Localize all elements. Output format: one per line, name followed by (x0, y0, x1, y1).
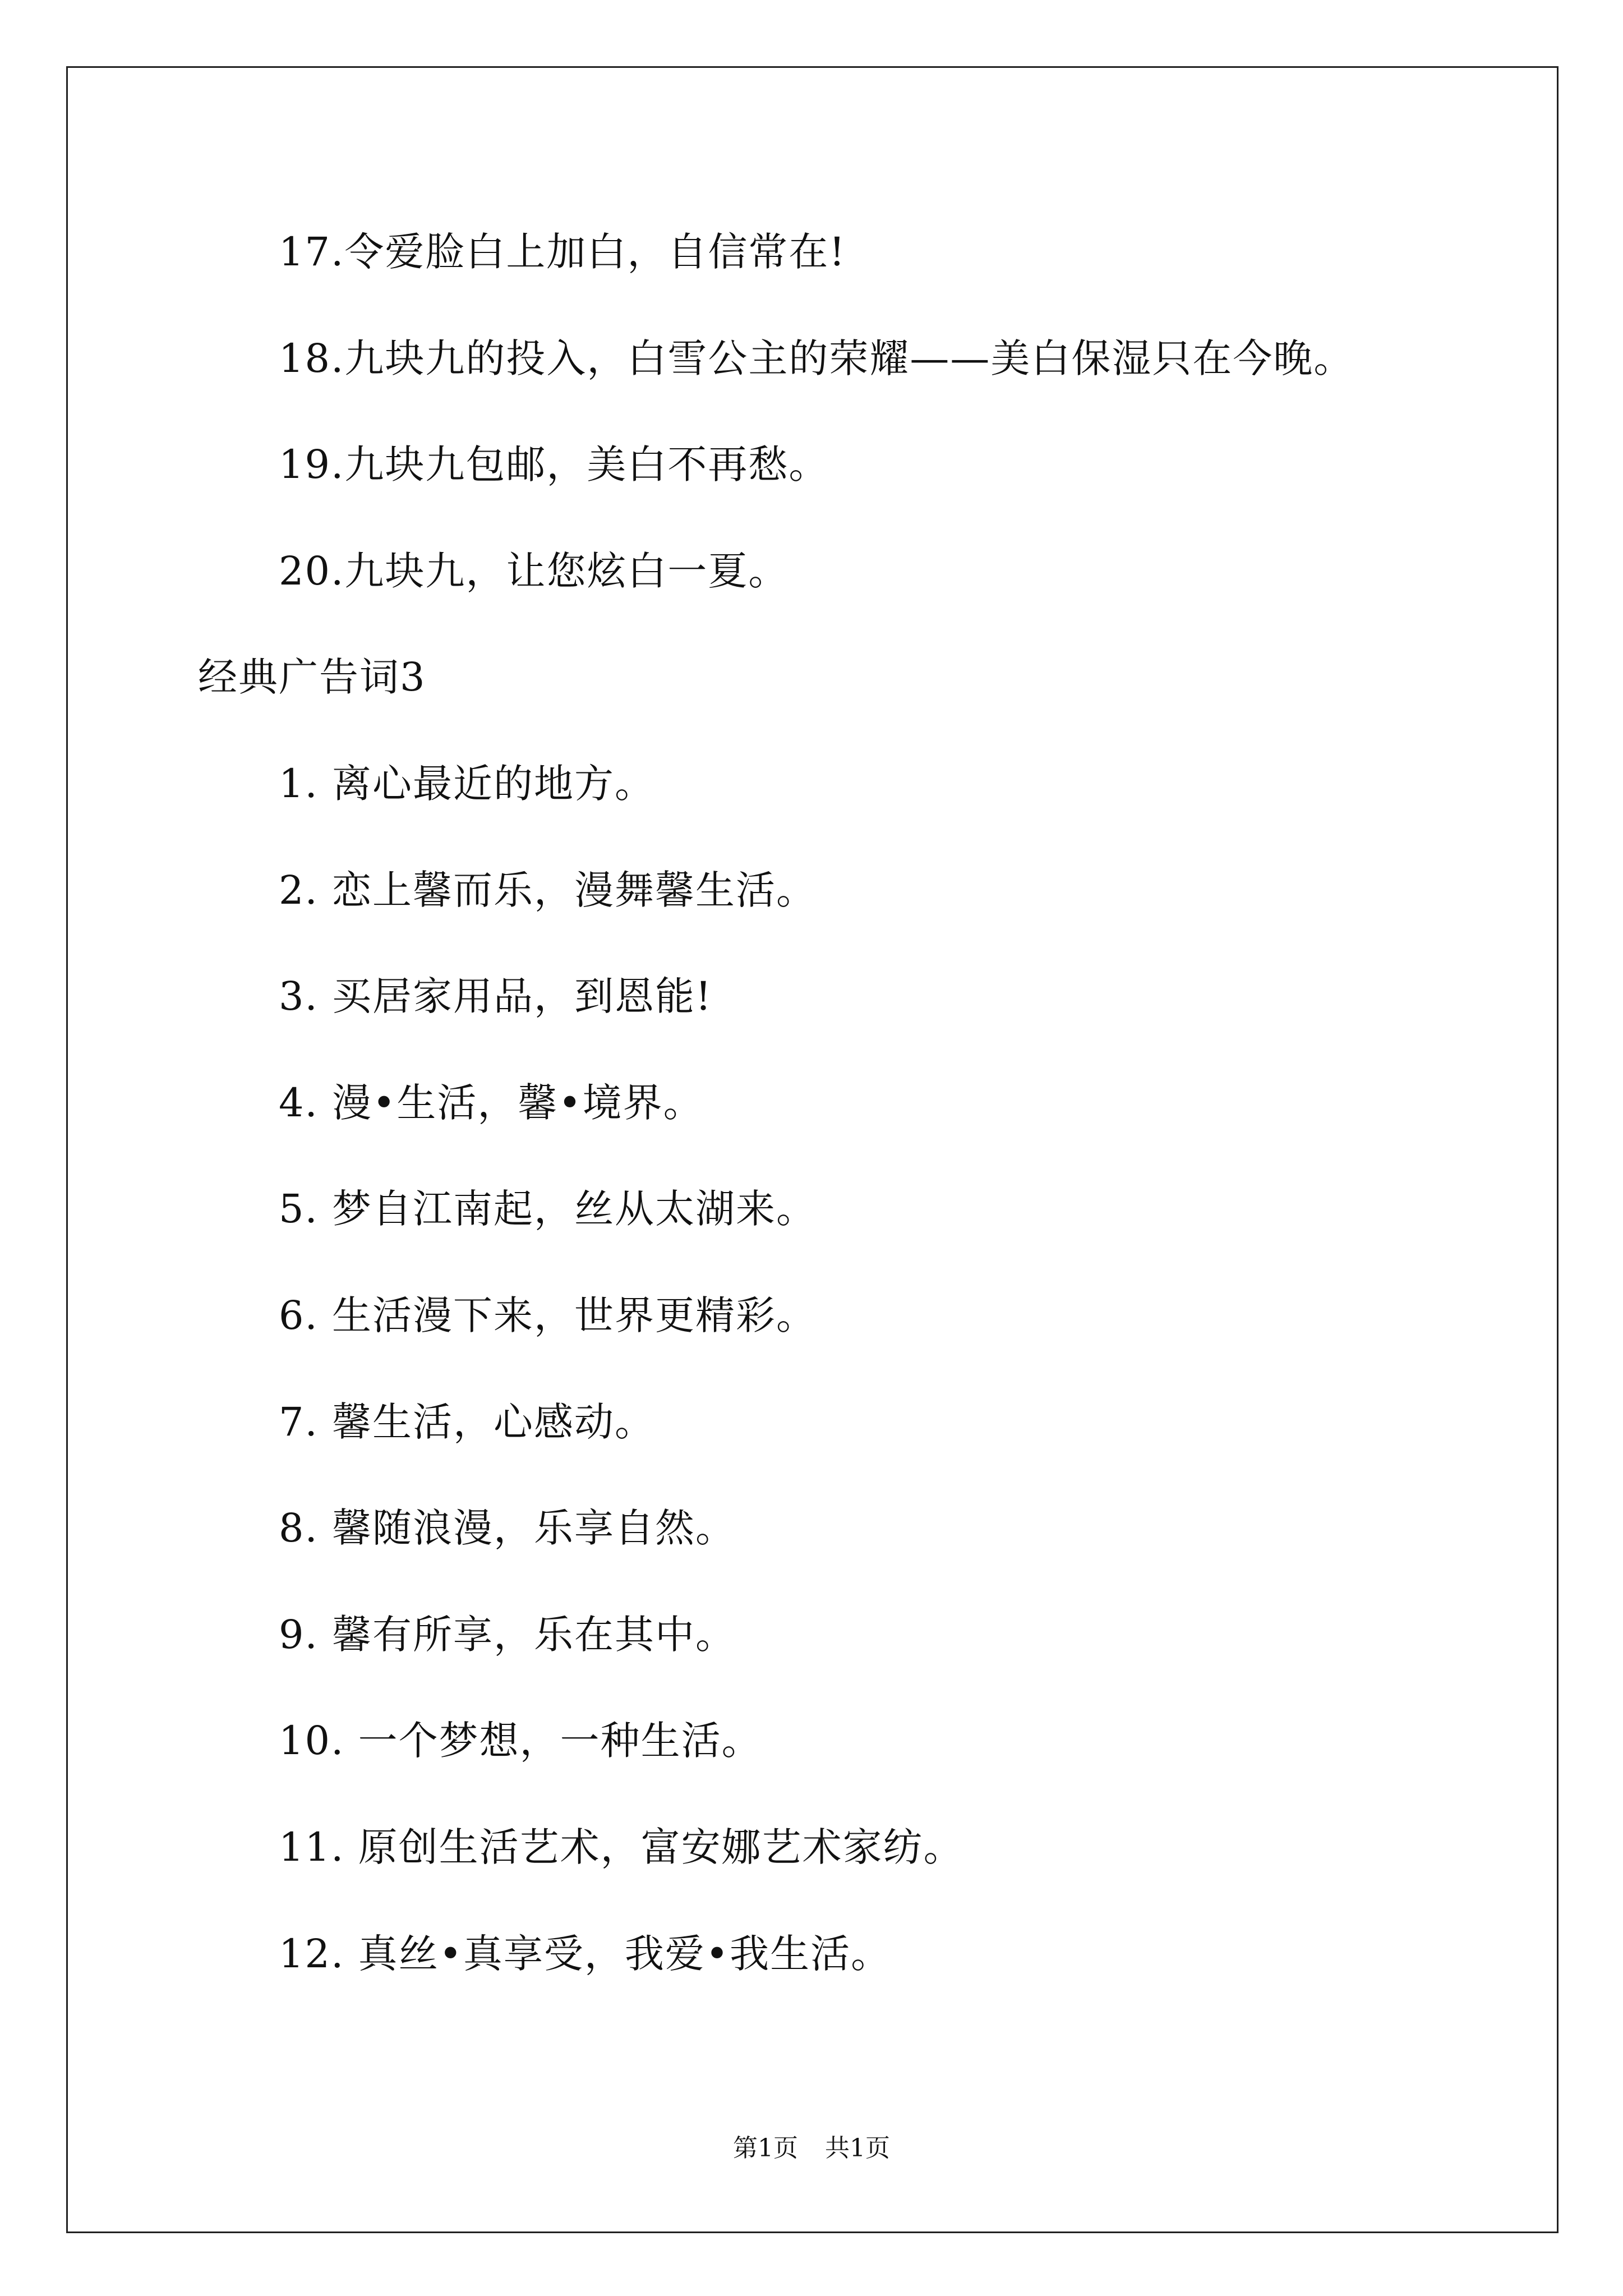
list-item: 6. 生活漫下来，世界更精彩。 (279, 1292, 817, 1338)
list-item: 19.九块九包邮，美白不再愁。 (279, 441, 829, 488)
list-item: 5. 梦自江南起，丝从太湖来。 (279, 1186, 817, 1232)
list-item: 18.九块九的投入，白雪公主的荣耀——美白保湿只在今晚。 (279, 335, 1354, 381)
document-body (0, 199, 1623, 2007)
list-item: 2. 恋上馨而乐，漫舞馨生活。 (279, 867, 817, 913)
list-item: 20.九块九，让您炫白一夏。 (279, 547, 789, 594)
section-heading: 经典广告词3 (198, 654, 426, 701)
list-item: 8. 馨随浪漫，乐享自然。 (279, 1505, 736, 1552)
list-item: 10. 一个梦想，一种生活。 (279, 1718, 762, 1764)
page-number: 第1页 (733, 2134, 798, 2162)
list-item: 11. 原创生活艺术，富安娜艺术家纺。 (279, 1824, 964, 1870)
list-item: 7. 馨生活，心感动。 (279, 1398, 656, 1445)
list-item: 1. 离心最近的地方。 (279, 760, 656, 807)
list-item: 9. 馨有所享，乐在其中。 (279, 1611, 736, 1658)
list-item: 4. 漫•生活，馨•境界。 (279, 1079, 704, 1126)
list-item: 17.令爱脸白上加白，自信常在! (279, 229, 846, 275)
list-item: 3. 买居家用品，到恩能! (279, 973, 713, 1020)
page-total: 共1页 (825, 2134, 890, 2162)
page-footer (0, 2132, 1623, 2165)
list-item: 12. 真丝•真享受，我爱•我生活。 (279, 1930, 892, 1977)
